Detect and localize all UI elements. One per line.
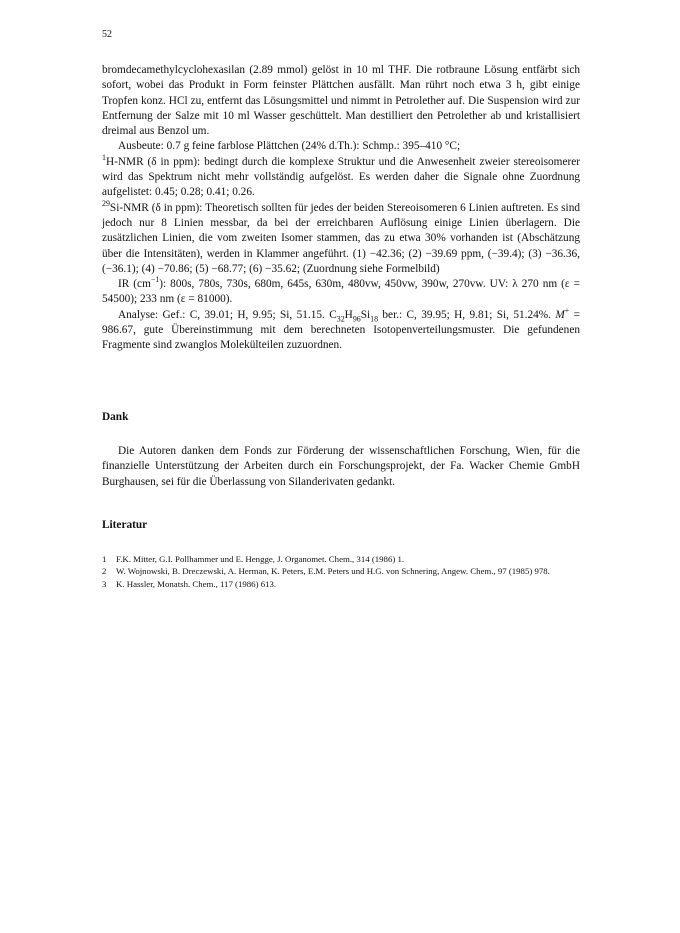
reference-item [102,565,580,577]
reference-text: F.K. Mitter, G.I. Pollhammer und E. Hengge, J. Organomet. Chem., 314 (1986) 1. [116,554,405,564]
reference-list [102,553,580,590]
reference-number: 2 [102,566,107,577]
acknowledgement-heading: Dank [102,411,129,423]
mass-superscript: + [564,305,570,315]
acknowledgement-text: Die Autoren danken dem Fonds zur Förderung der wissenschaftlichen Forschung, Wien, für die finanzielle Unterstützung der Arbeiten durch ein Forschungsprojekt, der Fa. Wacker Chemie GmbH Burghausen, sei für die Überlassung von Silanderivaten gedankt. [102,445,580,488]
reference-number: 3 [102,578,107,589]
reference-text: W. Wojnowski, B. Dreczewski, A. Herman, K. Peters, E.M. Peters und H.G. von Schnering, Angew. Chem., 97 (1985) 978. [116,566,550,577]
si-nmr-text: Si-NMR (δ in ppm): Theoretisch sollten für jedes der beiden Stereoisomeren 6 Linien auftreten. Es sind jedoch nur 8 Linien messbar, da bei der erreichbaren Auflösung einige Linien überlagern. Die zusätzlichen Linien, die vom zweiten Isomer stammen, das zu etwa 30% vorhanden ist (Abschätzung über die Intensitäten), werden in Klammer angeführt. (1) −42.36; (2) −39.69 ppm, (−39.4); (3) −36.36, (−36.1); (4) −70.86; (5) −68.77; (6) −35.62; (Zuordnung siehe Formelbild) [102,201,580,275]
ir-unit-superscript: −1 [150,275,160,285]
h-nmr-superscript: 1 [102,153,106,163]
analysis-text-d: ber.: C, 39.95; H, 9.81; Si, 51.24%. [378,308,556,321]
formula-sub-si: 18 [370,314,379,323]
h-nmr-text: H-NMR (δ in ppm): bedingt durch die komplexe Struktur und die Anwesenheit zweier stereoisomerer wird das Spektrum nicht mehr vollständig aufgelöst. Es werden daher die Signale ohne Zuordnung aufgelistet: 0.45; 0.28; 0.41; 0.26. [102,155,580,199]
mass-symbol: M [555,308,565,321]
si-nmr-paragraph [102,198,580,277]
page-number: 52 [102,29,112,40]
experimental-text [102,63,580,354]
reference-text: K. Hassler, Monatsh. Chem., 117 (1986) 613. [116,578,277,589]
procedure-paragraph: bromdecamethylcyclohexasilan (2.89 mmol) gelöst in 10 ml THF. Die rotbraune Lösung entfärbt sich sofort, wobei das Produkt in Form feinster Plättchen ausfällt. Man rührt noch etwa 3 h, gibt einige Tropfen konz. HCl zu, entfernt das Lösungsmittel und nimmt in Petrolether auf. Die Suspension wird zur Entfernung der Salze mit 10 ml Wasser geschüttelt. Man destilliert den Petrolether ab und kristallisiert dreimal aus Benzol um. [102,64,580,138]
reference-item [102,578,580,590]
reference-item [102,553,580,565]
analysis-text-e: = 986.67, gute Übereinstimmung mit dem berechneten Isotopenverteilungsmuster. Die gefundenen Fragmente sind zwanglos Molekülteilen zuzuordnen. [102,308,580,352]
analysis-text-c: Si [360,308,371,321]
reference-number: 1 [102,554,107,564]
formula-sub-h: 96 [352,314,361,323]
h-nmr-paragraph [102,155,580,201]
formula-sub-c: 32 [336,314,345,323]
references-heading: Literatur [102,519,148,531]
ir-text-b: ): 800s, 780s, 730s, 680m, 645s, 630m, 480vw, 450vw, 390w, 270vw. UV: λ 270 nm (ε = 54500); 233 nm (ε = 81000). [102,278,580,306]
ir-uv-paragraph [102,277,580,308]
yield-paragraph: Ausbeute: 0.7 g feine farblose Plättchen (24% d.Th.): Schmp.: 395–410 °C; [118,140,461,153]
analysis-text-a: Analyse: Gef.: C, 39.01; H, 9.95; Si, 51.15. C [118,308,337,321]
analysis-text-b: H [344,308,353,321]
analysis-paragraph [102,305,580,354]
ir-text-a: IR (cm [118,278,151,291]
si-nmr-superscript: 29 [102,198,110,208]
